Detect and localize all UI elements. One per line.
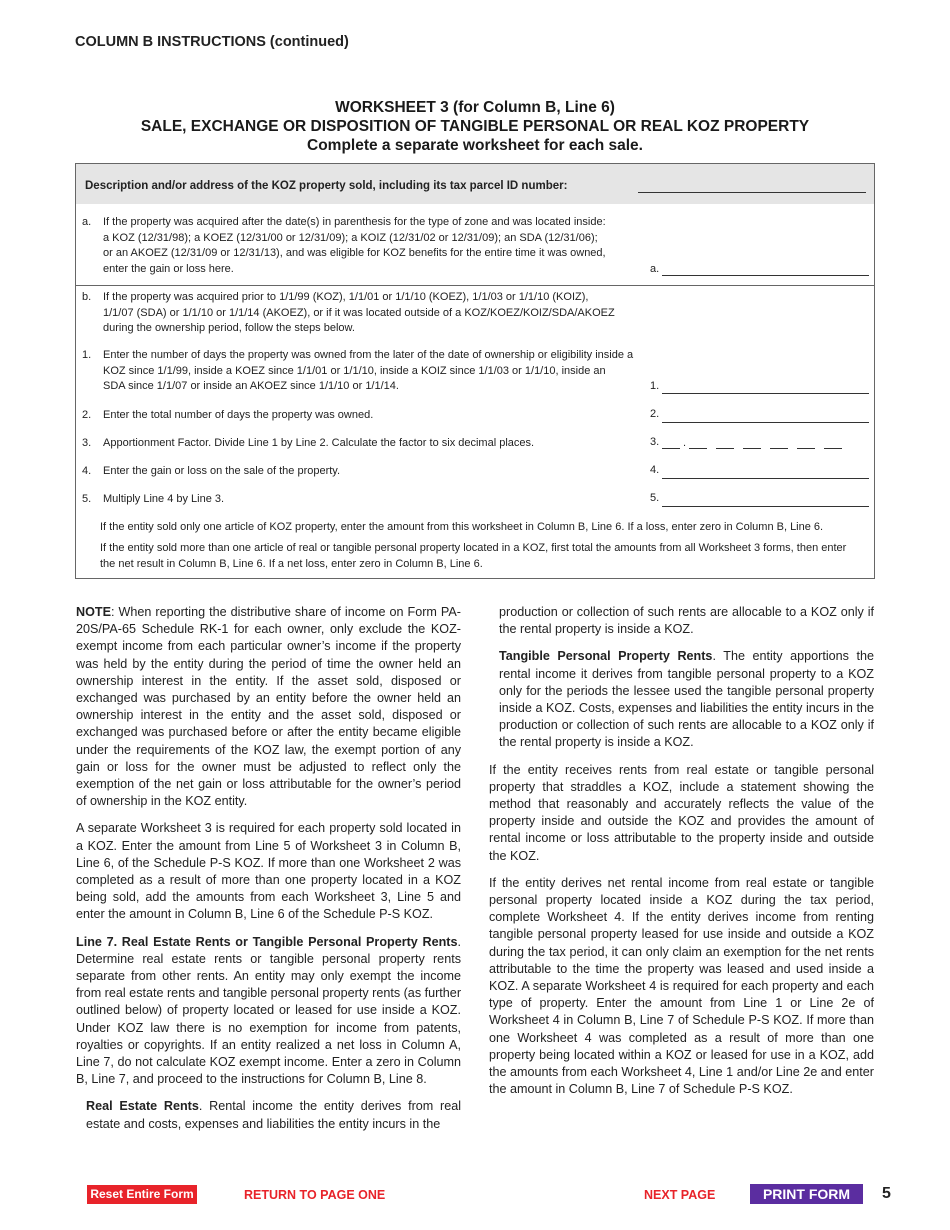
- line2-input[interactable]: [662, 422, 869, 423]
- page-number: 5: [882, 1185, 891, 1202]
- line4-input[interactable]: [662, 478, 869, 479]
- line5-text: Multiply Line 4 by Line 3.: [103, 493, 225, 505]
- next-page-link[interactable]: NEXT PAGE: [644, 1188, 716, 1202]
- row-divider: [76, 285, 874, 286]
- right-column: [489, 604, 874, 1098]
- worksheet3-paragraph: A separate Worksheet 3 is required for each property sold located in a KOZ. Enter the amount from Line 5 of Worksheet 3 in Column B, Line 6, of the Schedule P-S KOZ. If more than one Worksheet 2 was completed as a result of more than one property located in a KOZ being sold, add the amounts from each Worksheet 3, Line 5 and enter the amount in Column B, Line 6 of the Schedule P-S KOZ.: [76, 821, 461, 922]
- line1-num: 1.: [82, 349, 92, 361]
- tangible-rents-paragraph: Tangible Personal Property Rents. The entity apportions the rental income it derives from tangible personal property to a KOZ only for the periods the lessee used the tangible personal property inside a KOZ. Costs, expenses and liabilities the entity incurs in the production or collection of such rents are allocable to a KOZ only if the rental property is inside a KOZ.: [499, 649, 874, 750]
- row-a-field-label: a.: [650, 263, 660, 275]
- line2-num: 2.: [82, 409, 92, 421]
- line1-text: Enter the number of days the property was owned from the later of the date of ownership or eligibility inside a KOZ since 1/1/99, inside a KOEZ since 1/1/01 or 1/1/10, inside a KOIZ since 1/1/03 or 1/1/10, inside an SDA since 1/1/07 or inside an AKOEZ since 1/1/10 or 1/1/14.: [103, 349, 634, 392]
- row-a-letter: a.: [82, 216, 92, 228]
- worksheet-title: WORKSHEET 3 (for Column B, Line 6): [335, 99, 615, 116]
- print-form-button[interactable]: PRINT FORM: [750, 1184, 863, 1204]
- row-b-letter: b.: [82, 291, 92, 303]
- line5-field-label: 5.: [650, 492, 660, 504]
- line3-num: 3.: [82, 437, 92, 449]
- row-a-input[interactable]: [662, 275, 869, 276]
- real-estate-rents-paragraph: Real Estate Rents. Rental income the entity derives from real estate and costs, expenses and liabilities the entity incurs in the: [86, 1099, 462, 1131]
- worksheet4-paragraph: If the entity derives net rental income from real estate or tangible personal property located inside a KOZ during the tax period, complete Worksheet 4. If the entity derives income from renting tangible personal property leased for use inside and outside a KOZ during the tax period, it can only claim an exemption for the net rents attributable to the time the property was leased and used inside a KOZ. A separate Worksheet 4 is required for each property and each type of property. Enter the amount from Line 1 or Line 2e of Worksheet 4 in Column B, Line 7 of Schedule P-S KOZ. If more than one Worksheet 4 was completed as a result of more than one property being located within a KOZ or leased for use in a KOZ, add the amounts from each Worksheet 4, Line 1 and/or Line 2e and enter the amount in Column B, Line 7 of Schedule P-S KOZ.: [489, 875, 874, 1097]
- left-column: [76, 604, 461, 1133]
- note-paragraph: NOTE: When reporting the distributive share of income on Form PA-20S/PA-65 Schedule RK-1 for each owner, only exclude the KOZ-exempt income from each particular owner’s income if the property was held by the entity during the period of time the owner held an ownership interest in the entity. If the asset sold, disposed or exchanged was purchased by an entity before the owner held an ownership interest in the entity and the asset sold, disposed or exchanged was purchased before or after the entity became eligible under the requirements of the KOZ law, the exempt portion of any gain or loss for the owner must be adjusted to reflect only the exemption of the net gain or loss attributable for the owner’s period of ownership in the KOZ entity.: [76, 605, 461, 809]
- line2-field-label: 2.: [650, 408, 660, 420]
- line3-text: Apportionment Factor. Divide Line 1 by Line 2. Calculate the factor to six decimal places.: [103, 437, 535, 449]
- row-a-text: If the property was acquired after the date(s) in parenthesis for the type of zone and was located inside: a KOZ (12/31/98); a KOEZ (12/31/00 or 12/31/09); a KOIZ (12/31/02 or 12/31/09); an SDA (12/31/06); or an AKOEZ (12/31/09 or 12/31/13), and was eligible for KOZ benefits for the entire time it was owned, enter the gain or loss here.: [103, 216, 606, 275]
- decimal-point: .: [683, 437, 687, 449]
- worksheet-note-2: If the entity sold more than one article of real or tangible personal property located in a KOZ, first total the amounts from all Worksheet 3 forms, then enter the net result in Column B, Line 6. If a net loss, enter zero in Column B, Line 6.: [100, 542, 847, 570]
- line4-field-label: 4.: [650, 464, 660, 476]
- straddle-paragraph: If the entity receives rents from real estate or tangible personal property that straddles a KOZ, include a statement showing the method that reasonably and accurately reflects the value of the property inside and outside the KOZ and provides the amount of rental income or loss attributable to the property inside and outside the KOZ.: [489, 762, 874, 863]
- worksheet-subtitle: SALE, EXCHANGE OR DISPOSITION OF TANGIBLE PERSONAL OR REAL KOZ PROPERTY: [140, 118, 810, 135]
- worksheet-instruction: Complete a separate worksheet for each sale.: [307, 137, 643, 154]
- line4-num: 4.: [82, 465, 92, 477]
- description-input[interactable]: [638, 192, 866, 193]
- return-page-one-link[interactable]: RETURN TO PAGE ONE: [244, 1188, 386, 1202]
- line5-input[interactable]: [662, 506, 869, 507]
- line1-field-label: 1.: [650, 380, 660, 392]
- section-header: COLUMN B INSTRUCTIONS (continued): [75, 34, 349, 50]
- worksheet-note-1: If the entity sold only one article of KOZ property, enter the amount from this worksheet in Column B, Line 6. If a loss, enter zero in Column B, Line 6.: [100, 521, 824, 533]
- description-label: Description and/or address of the KOZ property sold, including its tax parcel ID number:: [85, 180, 568, 192]
- reset-form-button[interactable]: Reset Entire Form: [87, 1185, 197, 1204]
- line4-text: Enter the gain or loss on the sale of the property.: [103, 465, 341, 477]
- line3-decimal-input[interactable]: [662, 437, 872, 451]
- line7-paragraph: Line 7. Real Estate Rents or Tangible Personal Property Rents. Determine real estate rents or tangible personal property rents separate from other rents. An entity may only exempt the income from real estate rents and tangible personal property rents (as further outlined below) of property located or leased for use inside a KOZ. Under KOZ law there is no exemption for income from patents, royalties or copyrights. If an entity realized a net loss in Column A, Line 7, do not calculate KOZ exempt income. Enter a zero in Column B, Line 7, and proceed to the instructions for Column B, Line 8.: [76, 934, 462, 1087]
- line5-num: 5.: [82, 493, 92, 505]
- rents-continued: production or collection of such rents are allocable to a KOZ only if the rental property is inside a KOZ.: [499, 605, 874, 637]
- row-b-text: If the property was acquired prior to 1/1/99 (KOZ), 1/1/01 or 1/1/10 (KOEZ), 1/1/03 or 1/1/10 (KOIZ), 1/1/07 (SDA) or 1/1/10 or 1/1/14 (AKOEZ), or if it was located outside of a KOZ/KOEZ/KOIZ/SDA/AKOEZ during the ownership period, follow the steps below.: [103, 291, 615, 334]
- line2-text: Enter the total number of days the property was owned.: [103, 409, 374, 421]
- line1-input[interactable]: [662, 393, 869, 394]
- line3-field-label: 3.: [650, 436, 660, 448]
